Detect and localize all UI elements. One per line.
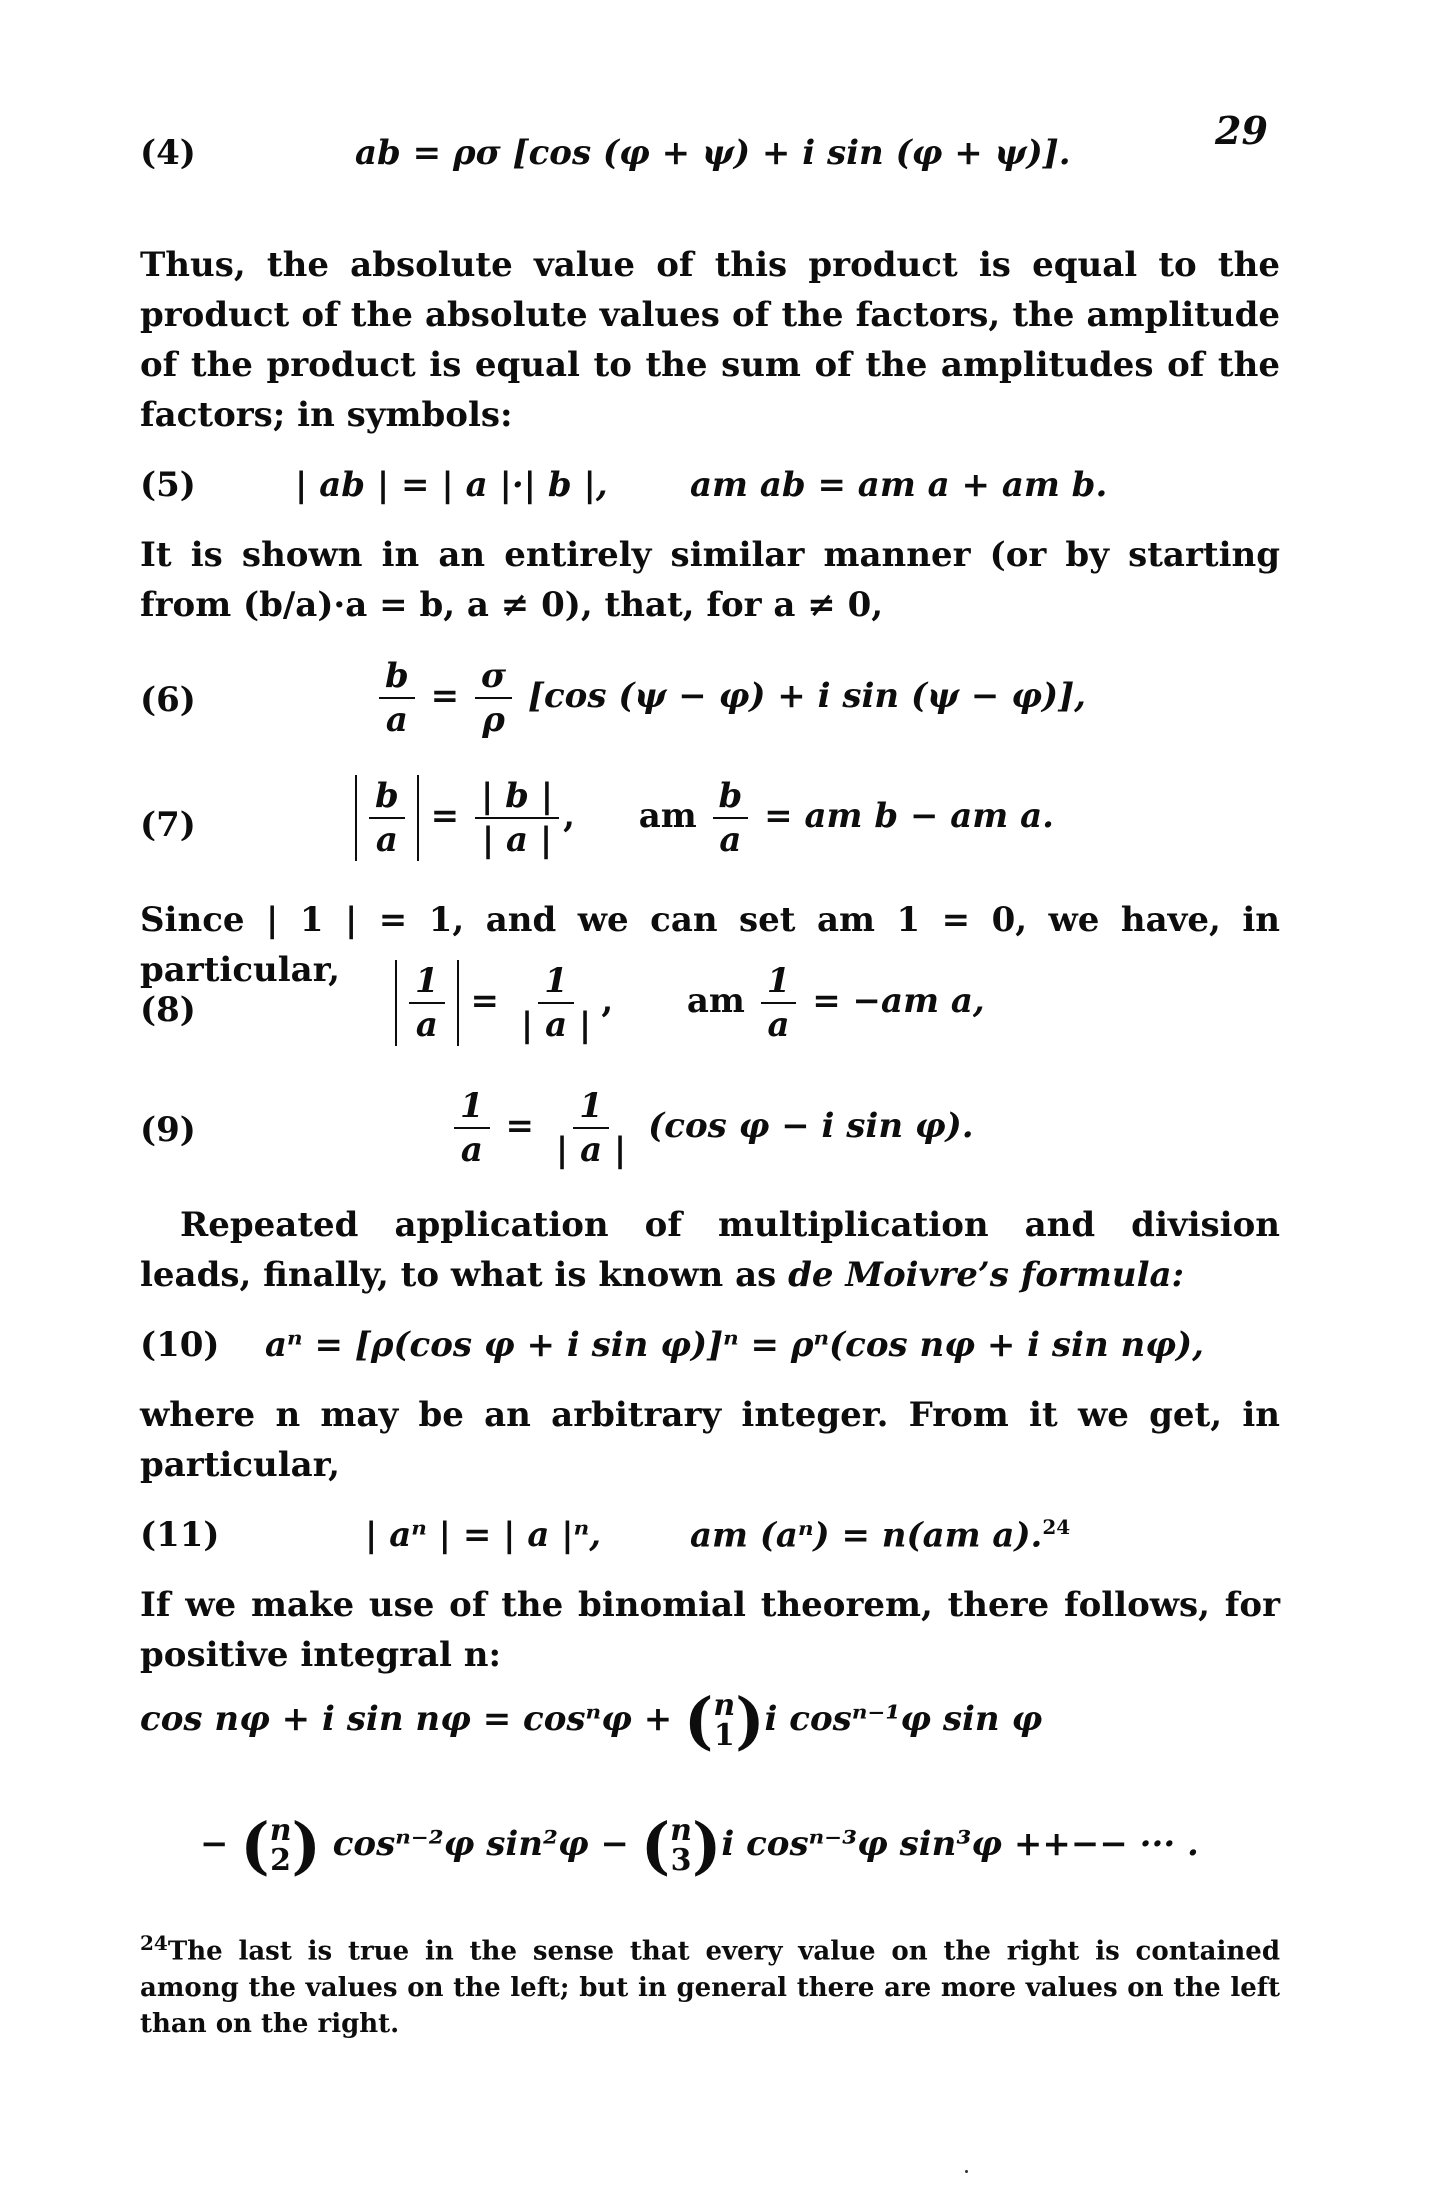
fraction-1-over-a: $\frac{1}{a}$ bbox=[761, 960, 797, 1046]
fraction-b-over-a: $\frac{b}{a}$ bbox=[369, 775, 405, 861]
fraction-abs-b-over-abs-a: $\frac{| b |}{| a |}$ bbox=[475, 775, 559, 861]
fraction-sigma-over-rho: $\frac{\sigma}{\rho}$ bbox=[475, 655, 512, 741]
footnote-mark: 24 bbox=[140, 1931, 168, 1955]
binomial-coefficient-n-1: ( n 1 ) bbox=[684, 1684, 765, 1757]
fraction-b-over-a: $\frac{b}{a}$ bbox=[713, 775, 749, 861]
equation-8: $\frac{1}{a}$ = $\frac{1}{| a |}$ , am $\frac{1}{a}$ = −am a, bbox=[395, 960, 985, 1046]
fraction-b-over-a: $\frac{b}{a}$ bbox=[379, 655, 415, 741]
equation-7: $\frac{b}{a}$ = $\frac{| b |}{| a |}$ , am $\frac{b}{a}$ = am b − am a. bbox=[355, 775, 1054, 861]
equation-label-11: (11) bbox=[140, 1515, 220, 1555]
fraction-1-over-a: $\frac{1}{a}$ bbox=[409, 960, 445, 1046]
equation-label-6: (6) bbox=[140, 680, 196, 720]
paragraph-1: Thus, the absolute value of this product is equal to the product of the absolute values of the factors, the amplitude of the product is equal to the sum of the amplitudes of the factors; in symbols: bbox=[140, 245, 1280, 435]
paragraph-4: Repeated application of multiplication and division leads, finally, to what is known as de Moivre’s formula: bbox=[140, 1205, 1280, 1295]
equation-9: $\frac{1}{a}$ = $\frac{1}{| a |}$ (cos φ − i sin φ). bbox=[450, 1085, 974, 1171]
paragraph-5: where n may be an arbitrary integer. From it we get, in particular, bbox=[140, 1395, 1280, 1485]
print-speck bbox=[965, 2170, 968, 2173]
equation-5-rhs: am ab = am a + am b. bbox=[690, 465, 1108, 505]
equation-label-5: (5) bbox=[140, 465, 196, 505]
paragraph-2: It is shown in an entirely similar manner (or by starting from (b/a)·a = b, a ≠ 0), that, for a ≠ 0, bbox=[140, 535, 1280, 625]
equation-label-8: (8) bbox=[140, 990, 196, 1030]
binomial-coefficient-n-3: ( n 3 ) bbox=[640, 1809, 722, 1882]
de-moivre-formula-title: de Moivre’s formula: bbox=[788, 1255, 1185, 1295]
binomial-expansion-line-2: − ( n 2 ) cosⁿ⁻²φ sin²φ − ( n 3 ) i cosⁿ⁻³φ sin³φ ++−− ··· . bbox=[200, 1809, 1199, 1882]
footnote: $^{24}$The last is true in the sense that every value on the right is contained among the values on the left; but in general there are more values on the left than on the right. bbox=[140, 1931, 1280, 2039]
binomial-coefficient-n-2: ( n 2 ) bbox=[240, 1809, 321, 1882]
equation-label-10: (10) bbox=[140, 1325, 220, 1365]
fraction-1-over-a: $\frac{1}{a}$ bbox=[454, 1085, 490, 1171]
equation-6: $\frac{b}{a}$ = $\frac{\sigma}{\rho}$ [cos (ψ − φ) + i sin (ψ − φ)], bbox=[375, 655, 1086, 741]
equation-label-7: (7) bbox=[140, 805, 196, 845]
equation-5-lhs: | ab | = | a |·| b |, bbox=[295, 465, 608, 505]
equation-11-rhs: am (aⁿ) = n(am a).$^{24}$ bbox=[690, 1515, 1071, 1556]
fraction-1-over-abs-a: $\frac{1}{| a |}$ bbox=[520, 961, 592, 1045]
paragraph-3: Since | 1 | = 1, and we can set am 1 = 0, we have, in particular, bbox=[140, 900, 1280, 990]
binomial-expansion-line-1: cos nφ + i sin nφ = cosⁿφ + ( n 1 ) i cosⁿ⁻¹φ sin φ bbox=[140, 1684, 1043, 1757]
equation-10: aⁿ = [ρ(cos φ + i sin φ)]ⁿ = ρⁿ(cos nφ + i sin nφ), bbox=[265, 1325, 1204, 1365]
footnote-reference: 24 bbox=[1042, 1515, 1071, 1539]
paragraph-6: If we make use of the binomial theorem, there follows, for positive integral n: bbox=[140, 1585, 1280, 1675]
equation-4: ab = ρσ [cos (φ + ψ) + i sin (φ + ψ)]. bbox=[355, 133, 1071, 173]
equation-label-9: (9) bbox=[140, 1110, 196, 1150]
equation-label-4: (4) bbox=[140, 133, 196, 173]
fraction-1-over-abs-a: $\frac{1}{| a |}$ bbox=[555, 1086, 627, 1170]
equation-11-lhs: | aⁿ | = | a |ⁿ, bbox=[365, 1515, 602, 1555]
page-number: 29 bbox=[1215, 108, 1268, 153]
